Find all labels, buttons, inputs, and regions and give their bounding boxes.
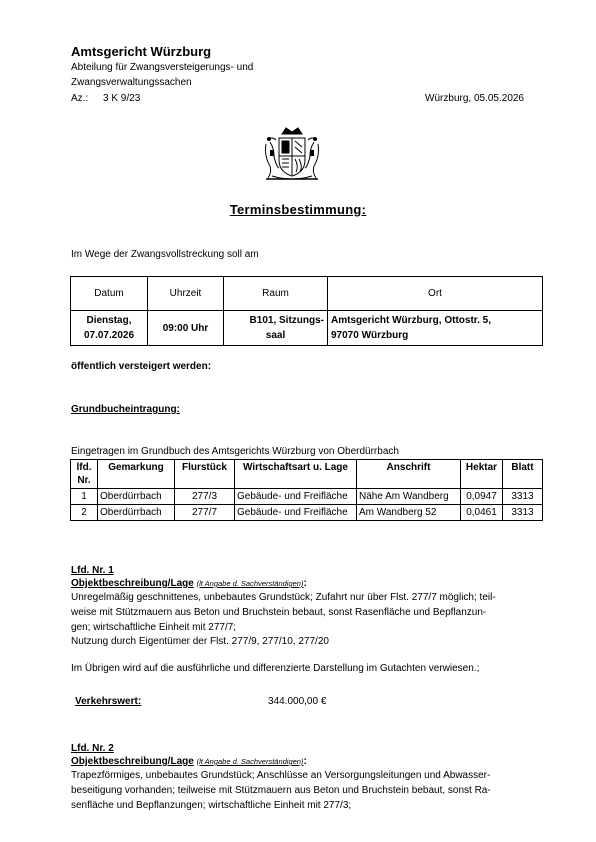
appointment-date: [71, 311, 148, 346]
intro-text: Im Wege der Zwangsvollstreckung soll am: [71, 249, 259, 260]
appointment-table: [70, 276, 543, 346]
date-weekday: Dienstag,: [86, 315, 132, 326]
row-flurstueck: 277/7: [175, 505, 235, 521]
item1-value-label: Verkehrswert:: [75, 696, 142, 707]
item1-subheading: [71, 578, 307, 589]
place-line-1: Amtsgericht Würzburg, Ottostr. 5,: [331, 315, 492, 326]
item1-description-line-1: Unregelmäßig geschnittenes, unbebautes Grundstück; Zufahrt nur über Flst. 277/7 möglich; teil-: [71, 592, 496, 603]
appointment-room: [224, 311, 328, 346]
header-wirtschaftsart: Wirtschaftsart u. Lage: [235, 460, 357, 489]
header-blatt: Blatt: [503, 460, 543, 489]
place-line-2: 97070 Würzburg: [331, 330, 409, 341]
item1-expert-note: (lt Angabe d. Sachverständigen): [196, 579, 304, 588]
row-hektar: 0,0461: [461, 505, 503, 521]
row-blatt: 3313: [503, 505, 543, 521]
item1-value: 344.000,00 €: [268, 696, 327, 707]
room-line-2: saal: [265, 330, 286, 341]
row-number: 1: [71, 489, 98, 505]
row-hektar: 0,0947: [461, 489, 503, 505]
header-gemarkung: Gemarkung: [98, 460, 175, 489]
row-flurstueck: 277/3: [175, 489, 235, 505]
table-row: [71, 489, 543, 505]
row-gemarkung: Oberdürrbach: [98, 505, 175, 521]
item1-description-line-2: weise mit Stützmauern aus Beton und Bruchstein bebaut, sonst Rasenfläche und Bepflanzun-: [71, 607, 487, 618]
row-wirtschaftsart: Gebäude- und Freifläche: [235, 489, 357, 505]
item1-heading: Lfd. Nr. 1: [71, 565, 114, 576]
row-wirtschaftsart: Gebäude- und Freifläche: [235, 505, 357, 521]
parcel-table: [70, 459, 543, 521]
appointment-place: [328, 311, 543, 346]
item1-remark: Im Übrigen wird auf die ausführliche und differenzierte Darstellung im Gutachten verwiesen.;: [71, 663, 480, 674]
row-anschrift: Am Wandberg 52: [357, 505, 461, 521]
appointment-row: [71, 311, 543, 346]
file-number: 3 K 9/23: [103, 93, 141, 104]
item1-description-line-4: Nutzung durch Eigentümer der Flst. 277/9, 277/10, 277/20: [71, 636, 329, 647]
document-title: Terminsbestimmung:: [229, 202, 367, 217]
header-date: Datum: [71, 277, 148, 311]
header-room: Raum: [224, 277, 328, 311]
header-anschrift: Anschrift: [357, 460, 461, 489]
land-register-heading: Grundbucheintragung:: [71, 404, 180, 415]
item2-description-line-2: beseitigung vorhanden; teilweise mit Stützmauern aus Beton und Bruchstein bebaut, sonst Ra-: [71, 785, 491, 796]
item1-description-line-3: gen; wirtschaftliche Einheit mit 277/7;: [71, 622, 237, 633]
header-time: Uhrzeit: [148, 277, 224, 311]
header-place: Ort: [328, 277, 543, 311]
item2-heading: Lfd. Nr. 2: [71, 743, 114, 754]
file-number-label: Az.:: [71, 93, 89, 104]
header-hektar: Hektar: [461, 460, 503, 489]
court-name: Amtsgericht Würzburg: [71, 44, 212, 59]
item2-colon: :: [303, 756, 307, 767]
item1-colon: :: [303, 578, 307, 589]
item2-subheading-label: Objektbeschreibung/Lage: [71, 756, 194, 767]
item2-expert-note: (lt Angabe d. Sachverständigen): [196, 757, 304, 766]
parcel-header-row: [71, 460, 543, 489]
department-line-1: Abteilung für Zwangsversteigerungs- und: [71, 62, 254, 73]
item2-subheading: [71, 756, 307, 767]
header-flurstueck: Flurstück: [175, 460, 235, 489]
auction-statement: öffentlich versteigert werden:: [71, 361, 212, 372]
item1-subheading-label: Objektbeschreibung/Lage: [71, 578, 194, 589]
department-line-2: Zwangsverwaltungssachen: [71, 77, 192, 88]
row-gemarkung: Oberdürrbach: [98, 489, 175, 505]
item2-description-line-3: senfläche und Bepflanzungen; wirtschaftliche Einheit mit 277/3;: [71, 800, 352, 811]
place-and-date: Würzburg, 05.05.2026: [425, 93, 524, 104]
date-value: 07.07.2026: [83, 330, 135, 341]
row-number: 2: [71, 505, 98, 521]
appointment-header-row: [71, 277, 543, 311]
room-line-1: B101, Sitzungs-: [249, 315, 324, 326]
header-lfd-nr: lfd. Nr.: [71, 460, 98, 489]
coat-of-arms-icon: [262, 126, 322, 182]
row-blatt: 3313: [503, 489, 543, 505]
item2-description-line-1: Trapezförmiges, unbebautes Grundstück; Anschlüsse an Versorgungsleitungen und Abwasser-: [71, 770, 491, 781]
table-row: [71, 505, 543, 521]
row-anschrift: Nähe Am Wandberg: [357, 489, 461, 505]
appointment-time: 09:00 Uhr: [148, 311, 224, 346]
land-register-intro: Eingetragen im Grundbuch des Amtsgerichts Würzburg von Oberdürrbach: [71, 446, 399, 457]
